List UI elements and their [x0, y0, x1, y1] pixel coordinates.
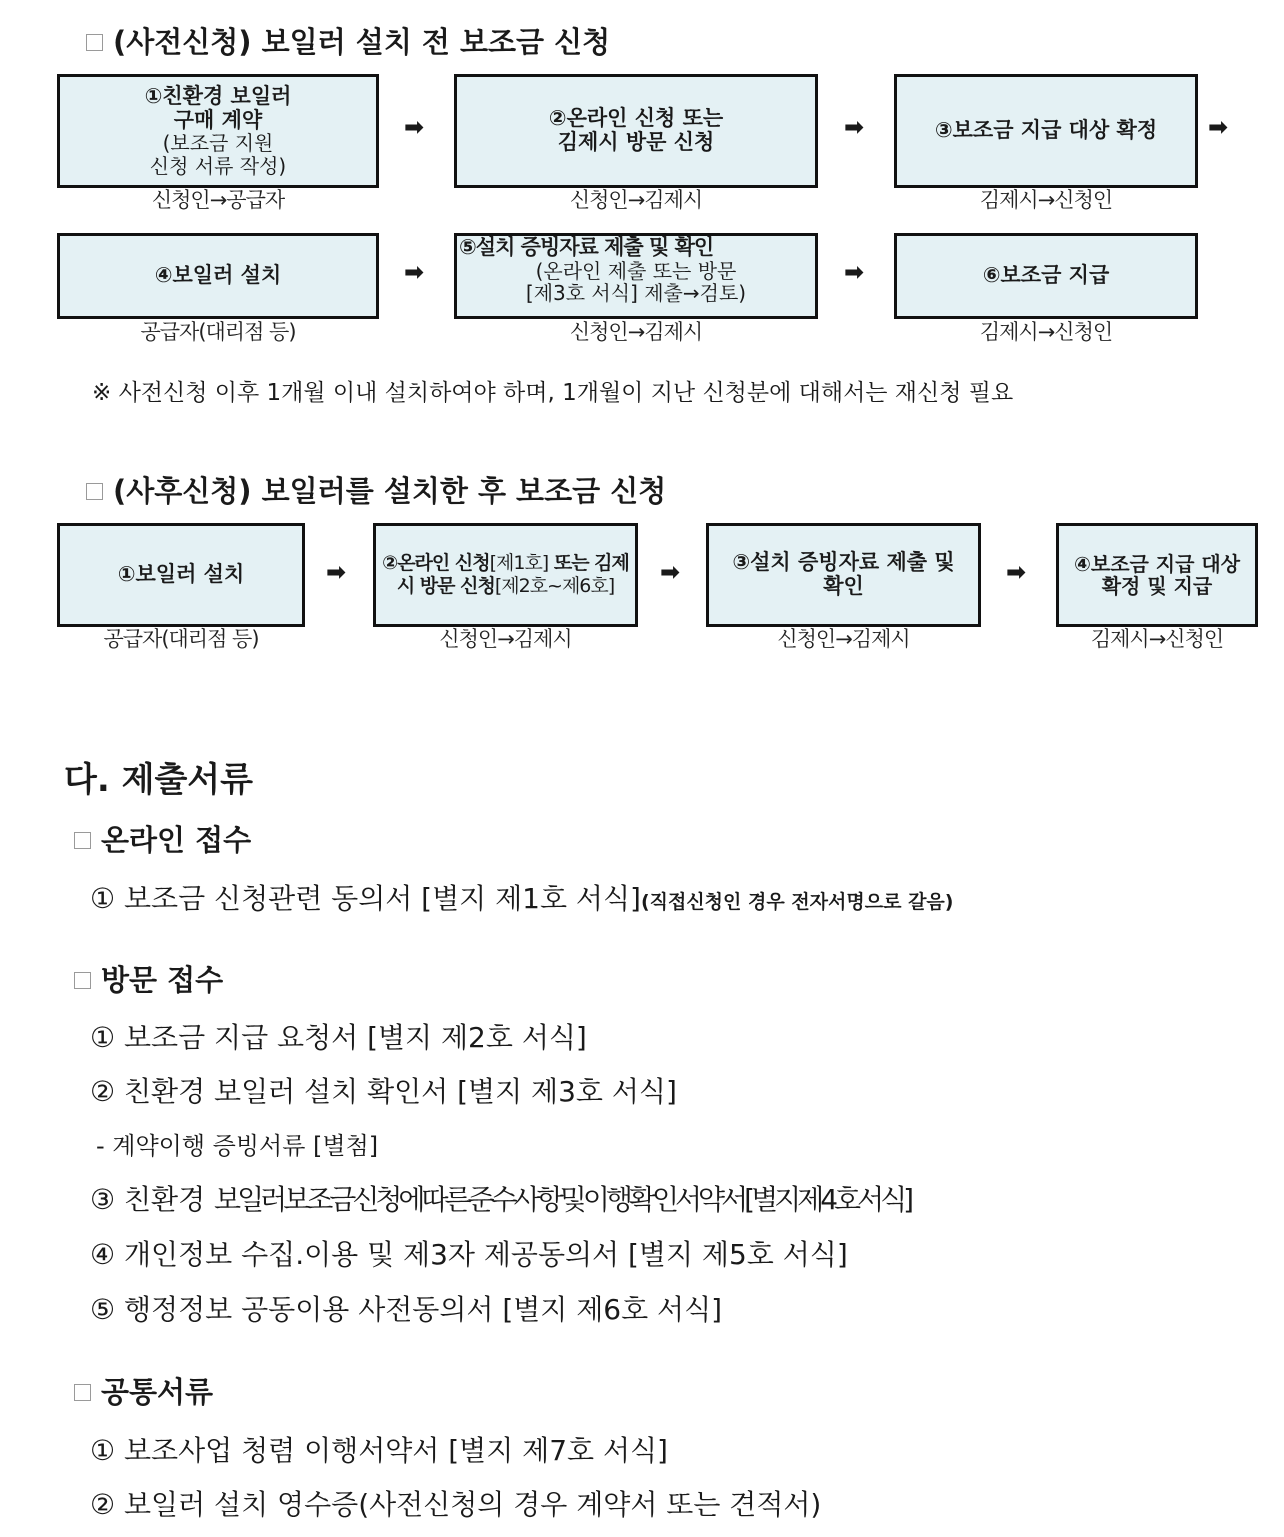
pre-step-1-detail: (보조금 지원 신청 서류 작성)	[149, 131, 287, 178]
pre-step-2-actor: 신청인→김제시	[569, 188, 703, 212]
arrow-icon: ➡	[1208, 113, 1229, 141]
common-item-1: ① 보조사업 청렴 이행서약서 [별지 제7호 서식]	[90, 1434, 668, 1467]
post-step-2	[373, 523, 638, 627]
pre-step-1-title: ①친환경 보일러 구매 계약	[144, 84, 292, 132]
pre-step-5	[454, 233, 818, 319]
visit-item-2: ② 친환경 보일러 설치 확인서 [별지 제3호 서식]	[90, 1075, 677, 1108]
post-section-title: (사후신청) 보일러를 설치한 후 보조금 신청	[86, 469, 666, 510]
post-step-4-actor: 김제시→신청인	[1090, 627, 1224, 651]
visit-item-1: ① 보조금 지급 요청서 [별지 제2호 서식]	[90, 1021, 587, 1054]
post-step-3-actor: 신청인→김제시	[777, 627, 910, 651]
arrow-icon: ➡	[660, 558, 681, 586]
online-item-1: ① 보조금 신청관련 동의서 [별지 제1호 서식](직접신청인 경우 전자서명으로 갈음)	[90, 882, 954, 915]
square-bullet-icon	[74, 972, 91, 989]
online-item-1-note: (직접신청인 경우 전자서명으로 갈음)	[640, 891, 954, 913]
arrow-icon: ➡	[1006, 558, 1027, 586]
pre-step-4-title: ④보일러 설치	[154, 263, 282, 288]
pre-step-2	[454, 74, 818, 188]
pre-step-3	[894, 74, 1198, 188]
online-title: 온라인 접수	[74, 818, 251, 859]
post-step-1	[57, 523, 305, 627]
common-title: 공통서류	[74, 1370, 213, 1411]
post-step-3	[706, 523, 981, 627]
post-step-4-title: ④보조금 지급 대상 확정 및 지급	[1073, 551, 1241, 598]
visit-item-5: ⑤ 행정정보 공동이용 사전동의서 [별지 제6호 서식]	[90, 1293, 723, 1326]
square-bullet-icon	[74, 1384, 91, 1401]
post-step-1-actor: 공급자(대리점 등)	[103, 627, 259, 651]
visit-title: 방문 접수	[74, 958, 223, 999]
pre-step-5-actor: 신청인→김제시	[569, 320, 703, 344]
pre-step-3-actor: 김제시→신청인	[979, 188, 1113, 212]
pre-step-1-actor: 신청인→공급자	[151, 188, 285, 212]
post-step-2-text: ②온라인 신청[제1호] 또는 김제시 방문 신청[제2호~제6호]	[382, 552, 629, 597]
pre-step-4-actor: 공급자(대리점 등)	[140, 320, 296, 344]
post-step-4	[1056, 523, 1258, 627]
pre-step-4	[57, 233, 379, 319]
docs-heading: 다. 제출서류	[64, 760, 253, 800]
pre-note: ※ 사전신청 이후 1개월 이내 설치하여야 하며, 1개월이 지난 신청분에 대해서는 재신청 필요	[92, 380, 1014, 406]
pre-section-title: (사전신청) 보일러 설치 전 보조금 신청	[86, 20, 610, 61]
arrow-icon: ➡	[844, 258, 865, 286]
pre-step-3-title: ③보조금 지급 대상 확정	[934, 118, 1158, 143]
visit-item-2-sub: - 계약이행 증빙서류 [별첨]	[96, 1132, 379, 1160]
pre-step-5-detail: (온라인 제출 또는 방문 [제3호 서식] 제출→검토)	[525, 258, 747, 305]
pre-step-5-title: ⑤설치 증빙자료 제출 및 확인	[459, 235, 714, 259]
pre-step-6	[894, 233, 1198, 319]
post-step-3-title: ③설치 증빙자료 제출 및 확인	[732, 550, 955, 598]
square-bullet-icon	[74, 832, 91, 849]
square-bullet-icon	[86, 483, 103, 500]
pre-step-1	[57, 74, 379, 188]
arrow-icon: ➡	[326, 558, 347, 586]
pre-step-6-actor: 김제시→신청인	[979, 320, 1113, 344]
pre-step-6-title: ⑥보조금 지급	[982, 263, 1110, 288]
square-bullet-icon	[86, 34, 103, 51]
common-item-2: ② 보일러 설치 영수증(사전신청의 경우 계약서 또는 견적서)	[90, 1488, 822, 1521]
arrow-icon: ➡	[844, 113, 865, 141]
pre-step-2-title: ②온라인 신청 또는 김제시 방문 신청	[548, 106, 724, 154]
post-step-2-actor: 신청인→김제시	[439, 627, 572, 651]
visit-item-3: ③ 친환경 보일러보조금신청에따른준수사항및이행확인서약서[별지제4호서식]	[90, 1183, 911, 1216]
arrow-icon: ➡	[404, 258, 425, 286]
visit-item-4: ④ 개인정보 수집.이용 및 제3자 제공동의서 [별지 제5호 서식]	[90, 1238, 848, 1271]
arrow-icon: ➡	[404, 113, 425, 141]
post-step-1-title: ①보일러 설치	[117, 562, 245, 587]
